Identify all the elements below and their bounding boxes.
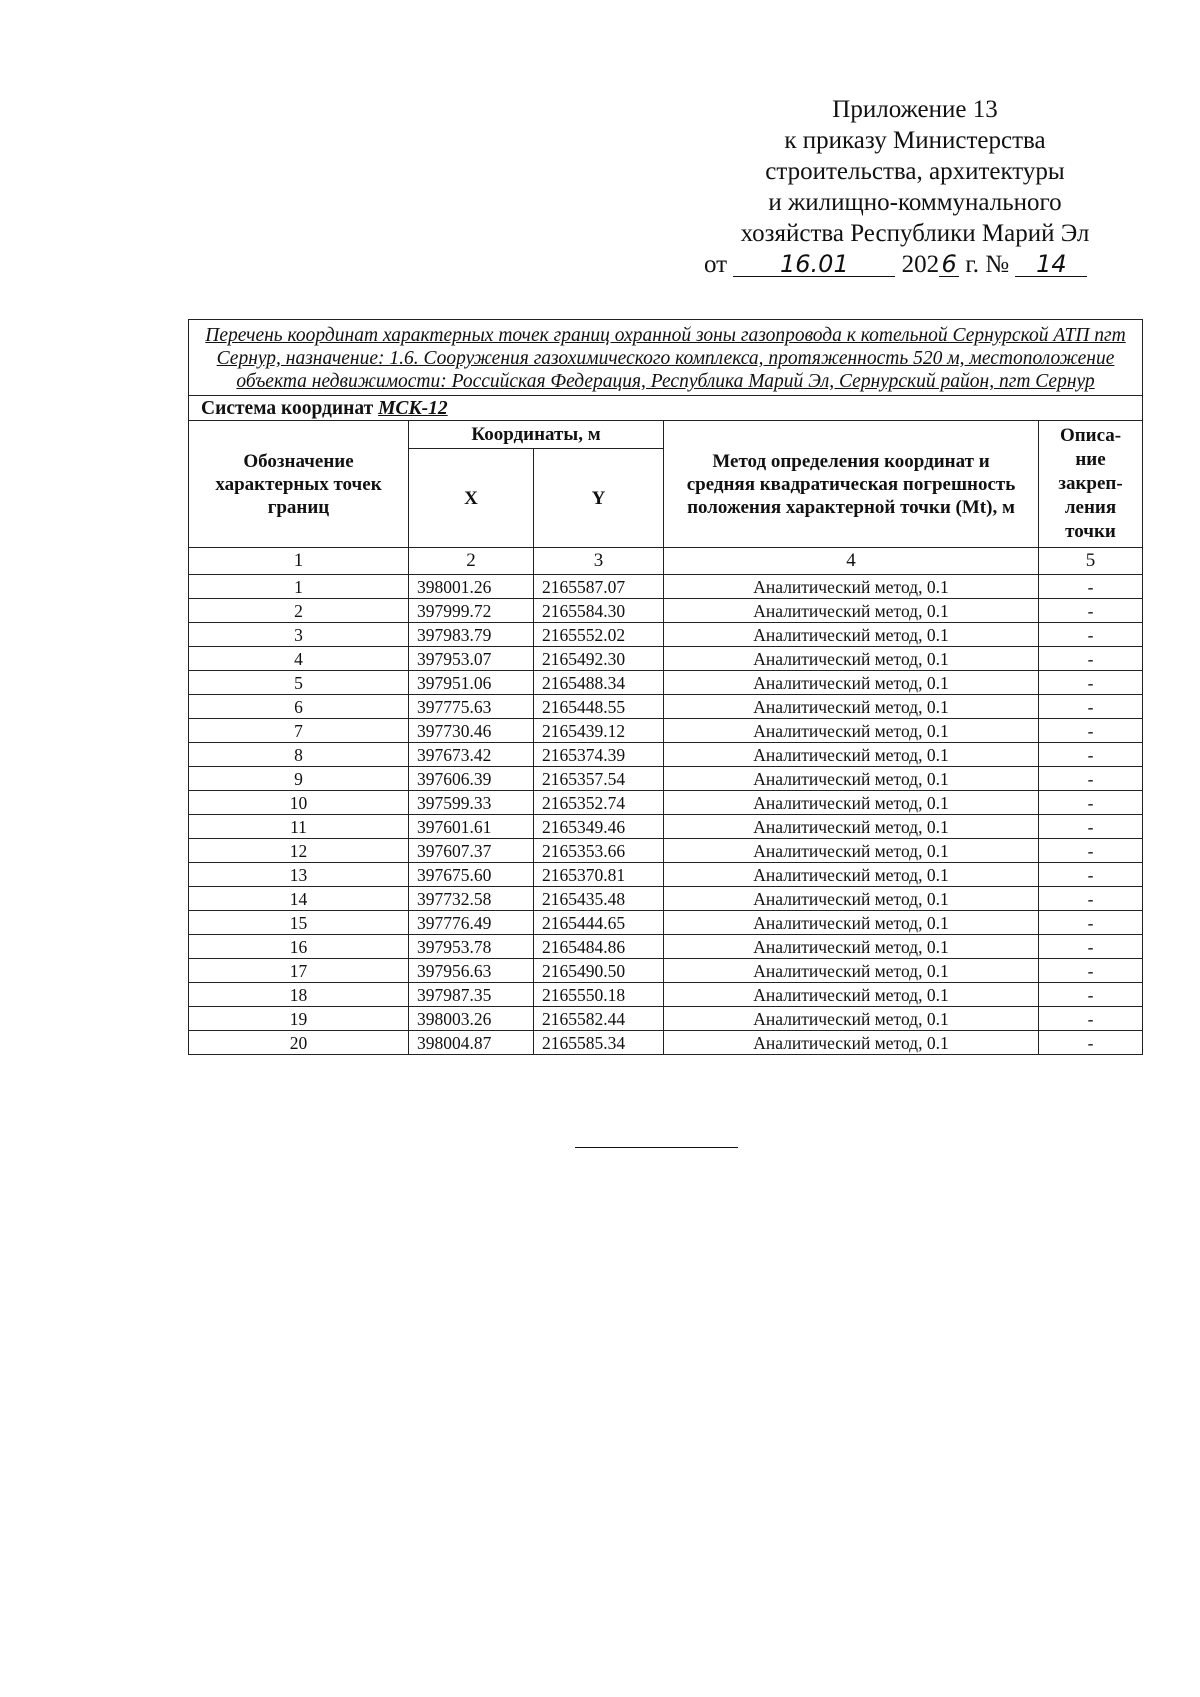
caption-row	[189, 320, 1143, 396]
column-number: 4	[664, 548, 1039, 575]
point-number: 13	[189, 863, 409, 887]
point-number: 12	[189, 839, 409, 863]
description-cell: -	[1039, 767, 1143, 791]
coord-y: 2165585.34	[534, 1031, 664, 1055]
column-number: 2	[409, 548, 534, 575]
coord-y: 2165550.18	[534, 983, 664, 1007]
method-cell: Аналитический метод, 0.1	[664, 767, 1039, 791]
description-cell: -	[1039, 983, 1143, 1007]
coord-x: 398004.87	[409, 1031, 534, 1055]
table-row	[189, 743, 1143, 767]
point-number: 5	[189, 671, 409, 695]
coordinate-system	[189, 396, 1143, 421]
description-cell: -	[1039, 719, 1143, 743]
closing-rule	[575, 1147, 738, 1148]
description-cell: -	[1039, 959, 1143, 983]
coord-y: 2165370.81	[534, 863, 664, 887]
point-number: 11	[189, 815, 409, 839]
coord-x: 397675.60	[409, 863, 534, 887]
description-cell: -	[1039, 935, 1143, 959]
table-row	[189, 983, 1143, 1007]
description-cell: -	[1039, 863, 1143, 887]
method-cell: Аналитический метод, 0.1	[664, 575, 1039, 599]
table-row	[189, 887, 1143, 911]
column-number: 5	[1039, 548, 1143, 575]
point-number: 7	[189, 719, 409, 743]
table-caption: Перечень координат характерных точек границ охранной зоны газопровода к котельной Сернурской АТП пгт Сернур, назначение: 1.6. Сооружения газохимического комплекса, протяженность 520 м, местоположение объекта недвижимости: Российская Федерация, Республика Марий Эл, Сернурский район, пгт Сернур	[189, 320, 1143, 396]
point-number: 20	[189, 1031, 409, 1055]
point-number: 15	[189, 911, 409, 935]
description-cell: -	[1039, 575, 1143, 599]
point-number: 8	[189, 743, 409, 767]
header-y: Y	[534, 449, 664, 548]
coord-y: 2165352.74	[534, 791, 664, 815]
table-row	[189, 719, 1143, 743]
method-cell: Аналитический метод, 0.1	[664, 647, 1039, 671]
method-cell: Аналитический метод, 0.1	[664, 743, 1039, 767]
table-row	[189, 815, 1143, 839]
table-row	[189, 791, 1143, 815]
coord-y: 2165349.46	[534, 815, 664, 839]
method-cell: Аналитический метод, 0.1	[664, 815, 1039, 839]
coord-x: 397999.72	[409, 599, 534, 623]
coord-x: 397953.78	[409, 935, 534, 959]
table-row	[189, 839, 1143, 863]
coord-x: 397599.33	[409, 791, 534, 815]
order-number: 14	[1015, 252, 1087, 277]
table-row	[189, 863, 1143, 887]
coord-y: 2165490.50	[534, 959, 664, 983]
description-cell: -	[1039, 647, 1143, 671]
table-row	[189, 599, 1143, 623]
coord-y: 2165488.34	[534, 671, 664, 695]
from-label: от	[704, 251, 728, 278]
coord-x: 397951.06	[409, 671, 534, 695]
method-cell: Аналитический метод, 0.1	[664, 1007, 1039, 1031]
table-row	[189, 911, 1143, 935]
description-cell: -	[1039, 695, 1143, 719]
point-number: 2	[189, 599, 409, 623]
method-cell: Аналитический метод, 0.1	[664, 791, 1039, 815]
point-number: 1	[189, 575, 409, 599]
system-label: Система координат	[201, 397, 374, 419]
header-line-2: к приказу Министерства	[784, 127, 1046, 154]
method-cell: Аналитический метод, 0.1	[664, 839, 1039, 863]
coord-x: 397775.63	[409, 695, 534, 719]
description-cell: -	[1039, 1007, 1143, 1031]
description-cell: -	[1039, 1031, 1143, 1055]
coord-x: 397987.35	[409, 983, 534, 1007]
point-number: 16	[189, 935, 409, 959]
coord-x: 397953.07	[409, 647, 534, 671]
table-row	[189, 959, 1143, 983]
year-digit: 6	[939, 252, 959, 277]
coord-y: 2165587.07	[534, 575, 664, 599]
column-number: 1	[189, 548, 409, 575]
table-row	[189, 935, 1143, 959]
point-number: 17	[189, 959, 409, 983]
system-value: МСК-12	[378, 397, 448, 419]
year-suffix: г. №	[965, 251, 1010, 278]
point-number: 4	[189, 647, 409, 671]
coordinates-table	[188, 319, 1143, 1055]
coord-x: 397983.79	[409, 623, 534, 647]
coord-y: 2165582.44	[534, 1007, 664, 1031]
header-line-3: строительства, архитектуры	[765, 158, 1065, 185]
header-description: Описа-ние закреп-ления точки	[1039, 421, 1143, 548]
coord-x: 397732.58	[409, 887, 534, 911]
table-row	[189, 647, 1143, 671]
header-x: X	[409, 449, 534, 548]
method-cell: Аналитический метод, 0.1	[664, 935, 1039, 959]
coord-x: 397730.46	[409, 719, 534, 743]
coord-y: 2165444.65	[534, 911, 664, 935]
appendix-title: Приложение 13	[832, 96, 998, 123]
method-cell: Аналитический метод, 0.1	[664, 719, 1039, 743]
method-cell: Аналитический метод, 0.1	[664, 887, 1039, 911]
method-cell: Аналитический метод, 0.1	[664, 959, 1039, 983]
table-row	[189, 1031, 1143, 1055]
system-row	[189, 396, 1143, 421]
point-number: 14	[189, 887, 409, 911]
method-cell: Аналитический метод, 0.1	[664, 599, 1039, 623]
method-cell: Аналитический метод, 0.1	[664, 983, 1039, 1007]
table-row	[189, 575, 1143, 599]
point-number: 9	[189, 767, 409, 791]
description-cell: -	[1039, 887, 1143, 911]
header-method: Метод определения координат и средняя квадратическая погрешность положения характерной точки (Mt), м	[664, 421, 1039, 548]
coord-x: 397606.39	[409, 767, 534, 791]
table-row	[189, 767, 1143, 791]
coord-y: 2165353.66	[534, 839, 664, 863]
coord-x: 397673.42	[409, 743, 534, 767]
coord-y: 2165552.02	[534, 623, 664, 647]
method-cell: Аналитический метод, 0.1	[664, 623, 1039, 647]
description-cell: -	[1039, 623, 1143, 647]
point-number: 10	[189, 791, 409, 815]
coord-y: 2165448.55	[534, 695, 664, 719]
column-number: 3	[534, 548, 664, 575]
method-cell: Аналитический метод, 0.1	[664, 911, 1039, 935]
coord-x: 398003.26	[409, 1007, 534, 1031]
header-row-1	[189, 421, 1143, 449]
header-line-5: хозяйства Республики Марий Эл	[740, 220, 1090, 247]
description-cell: -	[1039, 599, 1143, 623]
header-coords: Координаты, м	[409, 421, 664, 449]
coord-y: 2165584.30	[534, 599, 664, 623]
method-cell: Аналитический метод, 0.1	[664, 1031, 1039, 1055]
table-body	[189, 575, 1143, 1055]
description-cell: -	[1039, 815, 1143, 839]
table-row	[189, 1007, 1143, 1031]
coord-x: 398001.26	[409, 575, 534, 599]
description-cell: -	[1039, 791, 1143, 815]
coordinates-table-container	[188, 319, 1142, 1055]
coord-y: 2165484.86	[534, 935, 664, 959]
coord-y: 2165435.48	[534, 887, 664, 911]
description-cell: -	[1039, 911, 1143, 935]
description-cell: -	[1039, 839, 1143, 863]
order-reference	[704, 249, 1150, 280]
order-date: 16.01	[733, 252, 895, 277]
table-row	[189, 671, 1143, 695]
coord-y: 2165492.30	[534, 647, 664, 671]
appendix-header	[680, 94, 1150, 280]
coord-x: 397601.61	[409, 815, 534, 839]
header-line-4: и жилищно-коммунального	[768, 189, 1062, 216]
description-cell: -	[1039, 671, 1143, 695]
coord-y: 2165357.54	[534, 767, 664, 791]
coord-x: 397607.37	[409, 839, 534, 863]
column-number-row	[189, 548, 1143, 575]
coord-y: 2165439.12	[534, 719, 664, 743]
header-point: Обозначение характерных точек границ	[189, 421, 409, 548]
point-number: 6	[189, 695, 409, 719]
point-number: 19	[189, 1007, 409, 1031]
year-prefix: 202	[901, 251, 940, 278]
method-cell: Аналитический метод, 0.1	[664, 695, 1039, 719]
method-cell: Аналитический метод, 0.1	[664, 671, 1039, 695]
point-number: 3	[189, 623, 409, 647]
table-row	[189, 695, 1143, 719]
point-number: 18	[189, 983, 409, 1007]
coord-y: 2165374.39	[534, 743, 664, 767]
coord-x: 397776.49	[409, 911, 534, 935]
table-row	[189, 623, 1143, 647]
description-cell: -	[1039, 743, 1143, 767]
method-cell: Аналитический метод, 0.1	[664, 863, 1039, 887]
coord-x: 397956.63	[409, 959, 534, 983]
